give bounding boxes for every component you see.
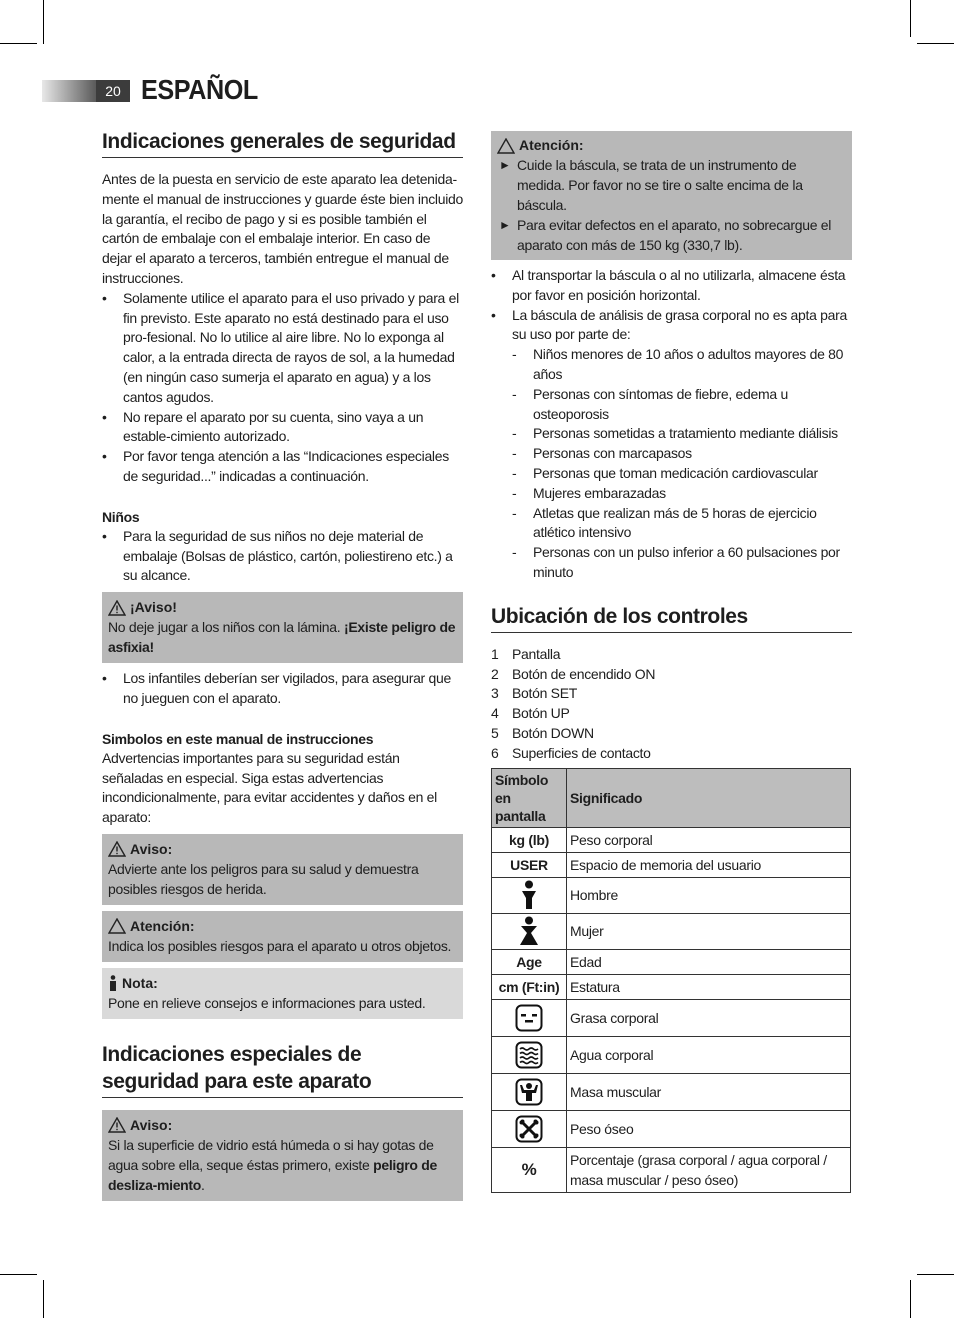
table-cell-meaning: Estatura	[567, 974, 851, 999]
caution-box-legend	[102, 911, 463, 962]
symbols-title: Simbolos en este manual de instrucciones	[102, 730, 374, 747]
table-cell-symbol	[492, 1073, 567, 1110]
warning-text: Advierte ante los peligros para su salud y demuestra posibles riesgos de herida.	[108, 860, 419, 897]
crop-mark	[43, 1280, 44, 1318]
crop-mark	[0, 43, 37, 44]
children-title: Niños	[102, 508, 140, 525]
woman-icon	[518, 916, 540, 946]
caution-box-scale	[491, 131, 852, 260]
caution-text: Indica los posibles riesgos para el aparato u otros objetos.	[108, 937, 452, 954]
list-item: - Atletas que realizan más de 5 horas de ejercicio atlético intensivo	[491, 504, 852, 544]
list-item: • Al transportar la báscula o al no utilizarla, almacene ésta por favor en posición horizontal.	[491, 266, 852, 306]
list-item: • Solamente utilice el aparato para el uso privado y para el fin previsto. Este aparato no está destinado para el uso pro-fesional. No lo utilice al aire libre. No lo exponga al calor, a la entrada directa de rayos de sol, a la humedad (en ningún caso sumerja el aparato en agua) y a los cantos agudos.	[102, 289, 463, 408]
list-item: • Por favor tenga atención a las “Indicaciones especiales de seguridad...” indicadas a continuación.	[102, 447, 463, 487]
table-cell-symbol	[492, 999, 567, 1036]
item-number: 3	[491, 685, 499, 702]
warning-box-slip	[102, 1110, 463, 1201]
list-item: - Personas sometidas a tratamiento mediante diálisis	[491, 424, 852, 444]
crop-mark	[43, 0, 44, 44]
caution-triangle-icon	[497, 138, 515, 154]
crop-mark	[910, 0, 911, 37]
caution-label: Atención:	[519, 137, 584, 153]
bone-mass-icon	[515, 1115, 543, 1143]
list-item: ► Cuide la báscula, se trata de un instrumento de medida. Por favor no se tire o salte encima de la báscula.	[497, 155, 846, 215]
page-title: ESPAÑOL	[141, 74, 258, 105]
table-cell-meaning: Porcentaje (grasa corporal / agua corporal / masa muscular / peso óseo)	[567, 1147, 851, 1192]
crop-mark	[910, 1280, 911, 1318]
item-label: Superficies de contacto	[512, 744, 651, 761]
excluded-persons-list	[491, 345, 852, 583]
warning-text-bold: ¡Existe peligro de asfixia!	[108, 619, 456, 656]
warning-box-title	[108, 1116, 457, 1135]
table-row	[492, 852, 851, 877]
note-box-legend	[102, 968, 463, 1019]
list-item: - Personas con marcapasos	[491, 444, 852, 464]
list-item	[491, 704, 852, 724]
caution-box-title	[497, 136, 846, 155]
caution-list	[497, 155, 846, 255]
item-number: 1	[491, 645, 499, 662]
list-item: - Personas que toman medicación cardiovascular	[491, 464, 852, 484]
list-item: • Para la seguridad de sus niños no deje material de embalaje (Bolsas de plástico, cartón, poliestireno etc.) a su alcance.	[102, 527, 463, 586]
children-list	[102, 527, 463, 586]
list-item: - Personas con síntomas de fiebre, edema u osteoporosis	[491, 385, 852, 425]
table-row	[492, 1073, 851, 1110]
general-safety-list	[102, 289, 463, 487]
note-box-title	[108, 974, 457, 993]
caution-triangle-icon	[108, 918, 126, 934]
body-fat-icon	[515, 1004, 543, 1032]
table-cell-meaning: Agua corporal	[567, 1036, 851, 1073]
right-column	[491, 131, 852, 1193]
table-row	[492, 974, 851, 999]
section-title-controls: Ubicación de los controles	[491, 603, 852, 633]
item-label: Pantalla	[512, 645, 561, 662]
crop-mark	[0, 1274, 37, 1275]
section-title-general-safety: Indicaciones generales de seguridad	[102, 128, 463, 158]
warning-text	[108, 617, 457, 657]
intro-paragraph: Antes de la puesta en servicio de este aparato lea detenida-mente el manual de instrucciones y guarde éste bien incluido la garantía, el recibo de pago y si es posible también el cartón de embalaje con el embalaje interior. En caso de dejar el aparato a terceros, también entregue el manual de instrucciones.	[102, 171, 464, 286]
left-column	[102, 128, 463, 1207]
table-cell-meaning: Masa muscular	[567, 1073, 851, 1110]
list-item	[491, 684, 852, 704]
table-row	[492, 1147, 851, 1192]
item-label: Botón SET	[512, 685, 578, 702]
warning-label: Aviso:	[130, 840, 173, 857]
table-row	[492, 1110, 851, 1147]
table-row	[492, 949, 851, 974]
table-cell-meaning: Peso corporal	[567, 827, 851, 852]
table-cell-symbol	[492, 913, 567, 949]
controls-list	[491, 645, 852, 764]
item-number: 4	[491, 705, 499, 722]
table-row	[492, 913, 851, 949]
warning-box-legend	[102, 834, 463, 905]
symbols-table	[491, 768, 851, 1193]
list-item	[491, 645, 852, 665]
warning-text-normal: Si la superficie de vidrio está húmeda o si hay gotas de agua sobre ella, seque éstas primero, existe	[108, 1136, 434, 1173]
table-cell-symbol: cm (Ft:in)	[492, 974, 567, 999]
header-bar	[42, 80, 96, 102]
list-item: • Los infantiles deberían ser vigilados, para asegurar que no jueguen con el aparato.	[102, 669, 463, 709]
table-header-meaning: Significado	[567, 768, 851, 827]
muscle-mass-icon	[515, 1078, 543, 1106]
list-item: - Personas con un pulso inferior a 60 pulsaciones por minuto	[491, 543, 852, 583]
table-cell-symbol	[492, 877, 567, 913]
warning-triangle-icon	[108, 600, 126, 616]
item-number: 5	[491, 724, 499, 741]
info-icon	[108, 975, 118, 991]
warning-text	[108, 1135, 457, 1195]
warning-label: Aviso:	[130, 1116, 173, 1133]
crop-mark	[917, 43, 954, 44]
caution-label: Atención:	[130, 917, 195, 934]
table-cell-symbol: Age	[492, 949, 567, 974]
warning-triangle-icon	[108, 1117, 126, 1133]
warning-box-children	[102, 592, 463, 663]
table-cell-symbol: USER	[492, 852, 567, 877]
warning-text-bold: peligro de desliza-miento	[108, 1156, 438, 1193]
item-label: Botón UP	[512, 705, 570, 722]
warning-label: ¡Aviso!	[130, 599, 177, 616]
table-cell-meaning: Edad	[567, 949, 851, 974]
item-number: 6	[491, 744, 499, 761]
list-item: • No repare el aparato por su cuenta, sino vaya a un estable-cimiento autorizado.	[102, 408, 463, 448]
table-cell-meaning: Mujer	[567, 913, 851, 949]
warning-text-normal: No deje jugar a los niños con la lámina.	[108, 619, 344, 636]
table-cell-symbol: %	[492, 1147, 567, 1192]
table-cell-symbol	[492, 1110, 567, 1147]
item-number: 2	[491, 665, 499, 682]
list-item	[491, 665, 852, 685]
note-label: Nota:	[122, 974, 158, 991]
section-title-special-safety: Indicaciones especiales de seguridad para este aparato	[102, 1041, 463, 1098]
list-item: • La báscula de análisis de grasa corporal no es apta para su uso por parte de:	[491, 306, 852, 346]
table-cell-symbol: kg (lb)	[492, 827, 567, 852]
item-label: Botón de encendido ON	[512, 665, 656, 682]
warning-box-title	[108, 598, 457, 617]
list-item: - Niños menores de 10 años o adultos mayores de 80 años	[491, 345, 852, 385]
list-item	[491, 724, 852, 744]
item-label: Botón DOWN	[512, 724, 594, 741]
table-cell-symbol	[492, 1036, 567, 1073]
crop-mark	[917, 1274, 954, 1275]
warning-triangle-icon	[108, 841, 126, 857]
table-cell-meaning: Hombre	[567, 877, 851, 913]
usage-list	[491, 266, 852, 345]
list-item: - Mujeres embarazadas	[491, 484, 852, 504]
symbols-paragraph: Advertencias importantes para su seguridad están señaladas en especial. Siga estas advertencias incondicionalmente, para evitar accidentes y daños en el aparato:	[102, 749, 437, 826]
warning-box-title	[108, 840, 457, 859]
table-cell-meaning: Grasa corporal	[567, 999, 851, 1036]
warning-text-end: .	[201, 1176, 205, 1193]
table-row	[492, 1036, 851, 1073]
man-icon	[519, 880, 539, 910]
table-cell-meaning: Peso óseo	[567, 1110, 851, 1147]
table-header-symbol: Símbolo en pantalla	[492, 768, 567, 827]
list-item: ► Para evitar defectos en el aparato, no sobrecargue el aparato con más de 150 kg (330,7 lb).	[497, 215, 846, 255]
caution-box-title	[108, 917, 457, 936]
list-item	[491, 744, 852, 764]
children-list-2	[102, 669, 463, 709]
table-header-row	[492, 768, 851, 827]
body-water-icon	[515, 1041, 543, 1069]
table-row	[492, 877, 851, 913]
table-cell-meaning: Espacio de memoria del usuario	[567, 852, 851, 877]
table-row	[492, 999, 851, 1036]
page-number: 20	[96, 80, 130, 102]
note-text: Pone en relieve consejos e informaciones para usted.	[108, 994, 426, 1011]
table-row	[492, 827, 851, 852]
